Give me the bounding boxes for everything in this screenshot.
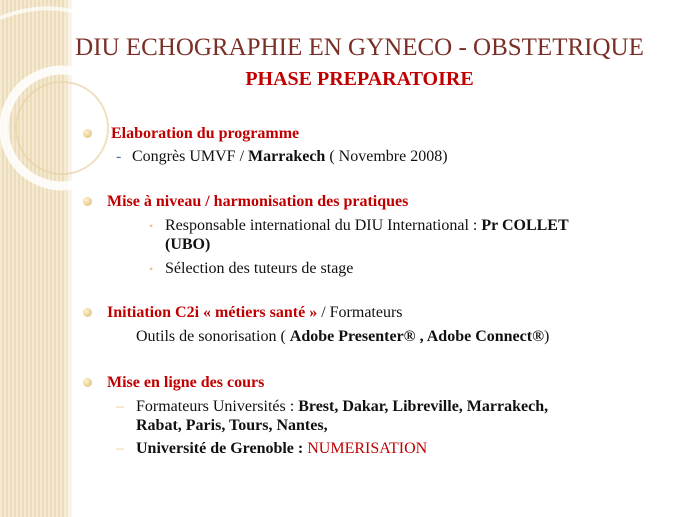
- section-bullet: [83, 129, 92, 138]
- item-date: ( Novembre 2008): [325, 148, 448, 165]
- section-heading-harmonisation: Mise à niveau / harmonisation des pratiques: [107, 193, 409, 210]
- section-bullet: [83, 197, 92, 206]
- list-marker: -: [116, 148, 122, 165]
- list-marker: •: [149, 262, 154, 276]
- item-city: Marrakech: [248, 148, 326, 165]
- list-item: Sélection des tuteurs de stage: [165, 260, 354, 277]
- list-item: [165, 216, 569, 235]
- item-text: Outils de sonorisation (: [136, 328, 290, 345]
- item-person: Pr COLLET: [481, 217, 569, 234]
- item-university: Université de Grenoble :: [136, 440, 308, 457]
- item-text: Formateurs Universités :: [136, 398, 299, 415]
- list-marker: –: [116, 440, 124, 457]
- list-item: [136, 397, 548, 416]
- item-text: Responsable international du DIU International :: [165, 217, 482, 234]
- item-tools: Adobe Presenter® , Adobe Connect®: [289, 328, 545, 345]
- list-item: [136, 439, 427, 458]
- slide-subtitle: PHASE PREPARATOIRE: [245, 68, 474, 90]
- heading-suffix: / Formateurs: [317, 304, 403, 321]
- item-text: Congrès UMVF /: [132, 148, 249, 165]
- item-continuation: (UBO): [165, 236, 211, 253]
- list-item: [132, 147, 448, 166]
- list-marker: •: [149, 219, 154, 233]
- list-marker: –: [116, 398, 124, 415]
- item-close: ): [544, 328, 550, 345]
- section-heading-programme: Elaboration du programme: [111, 125, 300, 142]
- section-bullet: [83, 308, 92, 317]
- item-cities: Brest, Dakar, Libreville, Marrakech,: [298, 398, 549, 415]
- item-continuation: Rabat, Paris, Tours, Nantes,: [136, 417, 328, 434]
- section-bullet: [83, 378, 92, 387]
- list-item: [136, 327, 549, 346]
- slide-title: DIU ECHOGRAPHIE EN GYNECO - OBSTETRIQUE: [75, 34, 644, 61]
- heading-text: Initiation C2i « métiers santé »: [107, 304, 318, 321]
- section-heading-c2i: [107, 303, 403, 322]
- item-highlight: NUMERISATION: [307, 440, 428, 457]
- section-heading-cours: Mise en ligne des cours: [107, 374, 265, 391]
